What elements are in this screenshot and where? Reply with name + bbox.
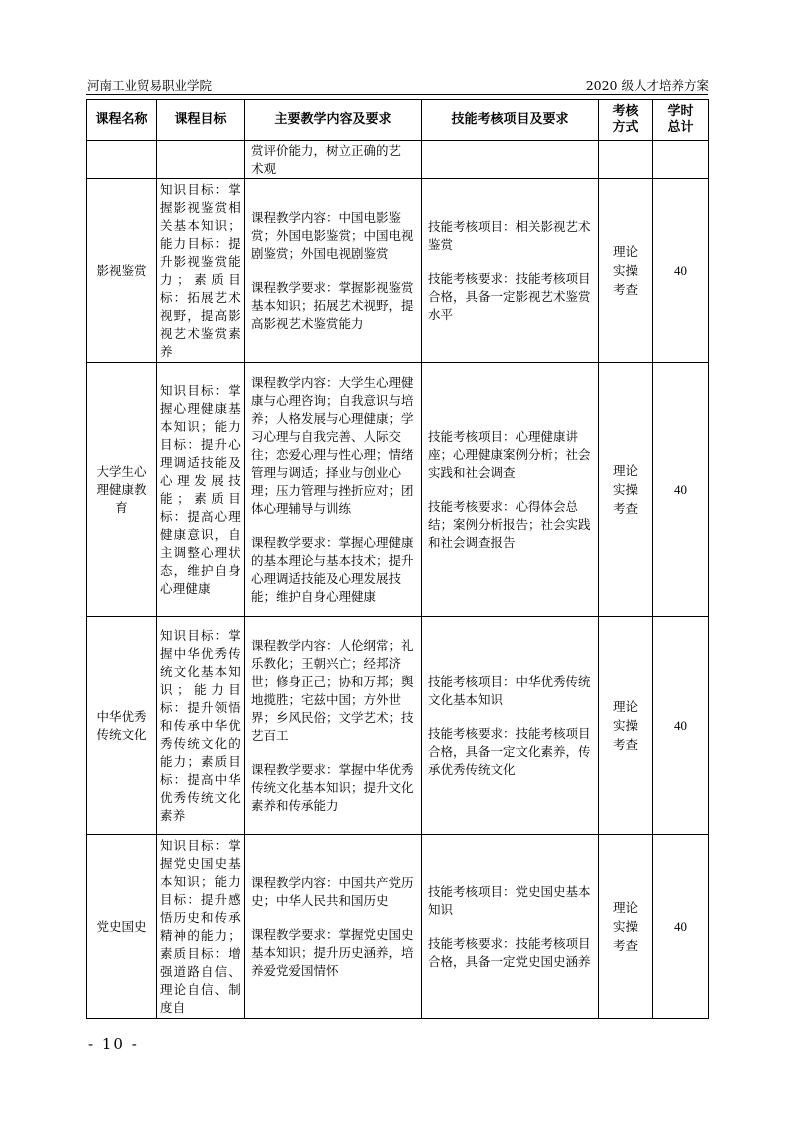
cell-method [599,617,653,835]
cell-content [245,617,422,835]
table-row [87,617,709,835]
content-paragraph: 课程教学内容：中国共产党历史；中华人民共和国历史 [251,874,414,908]
col-header-course-goal: 课程目标 [157,100,245,141]
header-document-title: 2020 级人才培养方案 [585,78,709,93]
page-number: - 10 - [88,1035,139,1053]
requirement-paragraph: 课程教学要求：掌握中华优秀传统文化基本知识；提升文化素养和传承能力 [251,761,414,813]
skill-item-paragraph: 技能考核项目：中华优秀传统文化基本知识 [428,673,591,707]
col-header-skill: 技能考核项目及要求 [422,100,599,141]
cell-skill [422,835,599,1019]
method-text: 理论实操考查 [612,699,638,752]
cell-course-name: 党史国史 [87,835,157,1019]
continuation-line2: 术观 [251,160,277,176]
requirement-paragraph: 课程教学要求：掌握影视鉴赏基本知识；拓展艺术视野，提高影视艺术鉴赏能力 [251,279,414,331]
requirement-paragraph: 课程教学要求：掌握党史国史基本知识；提升历史涵养，培养爱党爱国情怀 [251,926,414,978]
table-header-row [87,100,709,141]
hours-header-line2: 总计 [667,120,694,135]
cell-hours: 40 [653,835,709,1019]
table-row [87,835,709,1019]
cell-course-goal: 知识目标：掌握心理健康基本知识；能力目标：提升心理调适技能及心理发展技能；素质目标：提高心理健康意识，自主调整心理状态，维护自身心理健康 [157,363,245,617]
cell-empty [87,141,157,179]
col-header-course-name: 课程名称 [87,100,157,141]
skill-item-paragraph: 技能考核项目：党史国史基本知识 [428,883,591,917]
cell-method [599,835,653,1019]
continuation-line1: 赏评价能力，树立正确的艺 [251,142,402,158]
col-header-content: 主要教学内容及要求 [245,100,422,141]
hours-header-line1: 学时 [667,104,694,119]
skill-requirement-paragraph: 技能考核要求：技能考核项目合格，具备一定影视艺术鉴赏水平 [428,270,591,322]
skill-item-paragraph: 技能考核项目：相关影视艺术鉴赏 [428,218,591,252]
col-header-method [599,100,653,141]
method-header-line1: 考核 [612,104,639,119]
cell-course-name: 中华优秀传统文化 [87,617,157,835]
method-text: 理论实操考查 [612,244,638,297]
table-row [87,363,709,617]
table-row-continuation [87,141,709,179]
cell-content [245,835,422,1019]
content-paragraph: 课程教学内容：大学生心理健康与心理咨询；自我意识与培养；人格发展与心理健康；学习心理与自我完善、人际交往；恋爱心理与性心理；情绪管理与调适；择业与创业心理；压力管理与挫折应对；团体心理辅导与训练 [251,374,414,516]
cell-method [599,363,653,617]
cell-empty [422,141,599,179]
cell-course-name: 大学生心理健康教育 [87,363,157,617]
col-header-hours [653,100,709,141]
cell-method [599,179,653,363]
cell-skill [422,363,599,617]
cell-hours: 40 [653,363,709,617]
header-school-name: 河南工业贸易职业学院 [87,78,213,93]
content-paragraph: 课程教学内容：中国电影鉴赏；外国电影鉴赏；中国电视剧鉴赏；外国电视剧鉴赏 [251,209,414,261]
cell-course-goal: 知识目标：掌握影视鉴赏相关基本知识；能力目标：提升影视鉴赏能力；素质目标：拓展艺术视野，提高影视艺术鉴赏素养 [157,179,245,363]
cell-course-name: 影视鉴赏 [87,179,157,363]
skill-item-paragraph: 技能考核项目：心理健康讲座；心理健康案例分析；社会实践和社会调查 [428,428,591,480]
cell-hours: 40 [653,617,709,835]
cell-course-goal: 知识目标：掌握党史国史基本知识；能力目标：提升感悟历史和传承精神的能力；素质目标：增强道路自信、理论自信、制度自 [157,835,245,1019]
cell-content [245,363,422,617]
method-text: 理论实操考查 [612,900,638,953]
cell-skill [422,617,599,835]
cell-empty [599,141,653,179]
method-text: 理论实操考查 [612,463,638,516]
cell-skill [422,179,599,363]
skill-requirement-paragraph: 技能考核要求：心得体会总结；案例分析报告；社会实践和社会调查报告 [428,498,591,550]
cell-content-continuation [245,141,422,179]
cell-course-goal: 知识目标：掌握中华优秀传统文化基本知识；能力目标：提升领悟和传承中华优秀传统文化的能力；素质目标：提高中华优秀传统文化素养 [157,617,245,835]
requirement-paragraph: 课程教学要求：掌握心理健康的基本理论与基本技术；提升心理调适技能及心理发展技能；维护自身心理健康 [251,534,414,604]
cell-empty [653,141,709,179]
skill-requirement-paragraph: 技能考核要求：技能考核项目合格，具备一定文化素养，传承优秀传统文化 [428,725,591,777]
cell-content [245,179,422,363]
table-row [87,179,709,363]
curriculum-table [86,99,709,1019]
header-rule [86,94,708,95]
cell-empty [157,141,245,179]
skill-requirement-paragraph: 技能考核要求：技能考核项目合格，具备一定党史国史涵养 [428,935,591,969]
content-paragraph: 课程教学内容：人伦纲常；礼乐教化；王朝兴亡；经邦济世；修身正己；协和万邦；舆地揽胜；宅兹中国；方外世界；乡风民俗；文学艺术；技艺百工 [251,637,414,743]
cell-hours: 40 [653,179,709,363]
method-header-line2: 方式 [612,120,639,135]
